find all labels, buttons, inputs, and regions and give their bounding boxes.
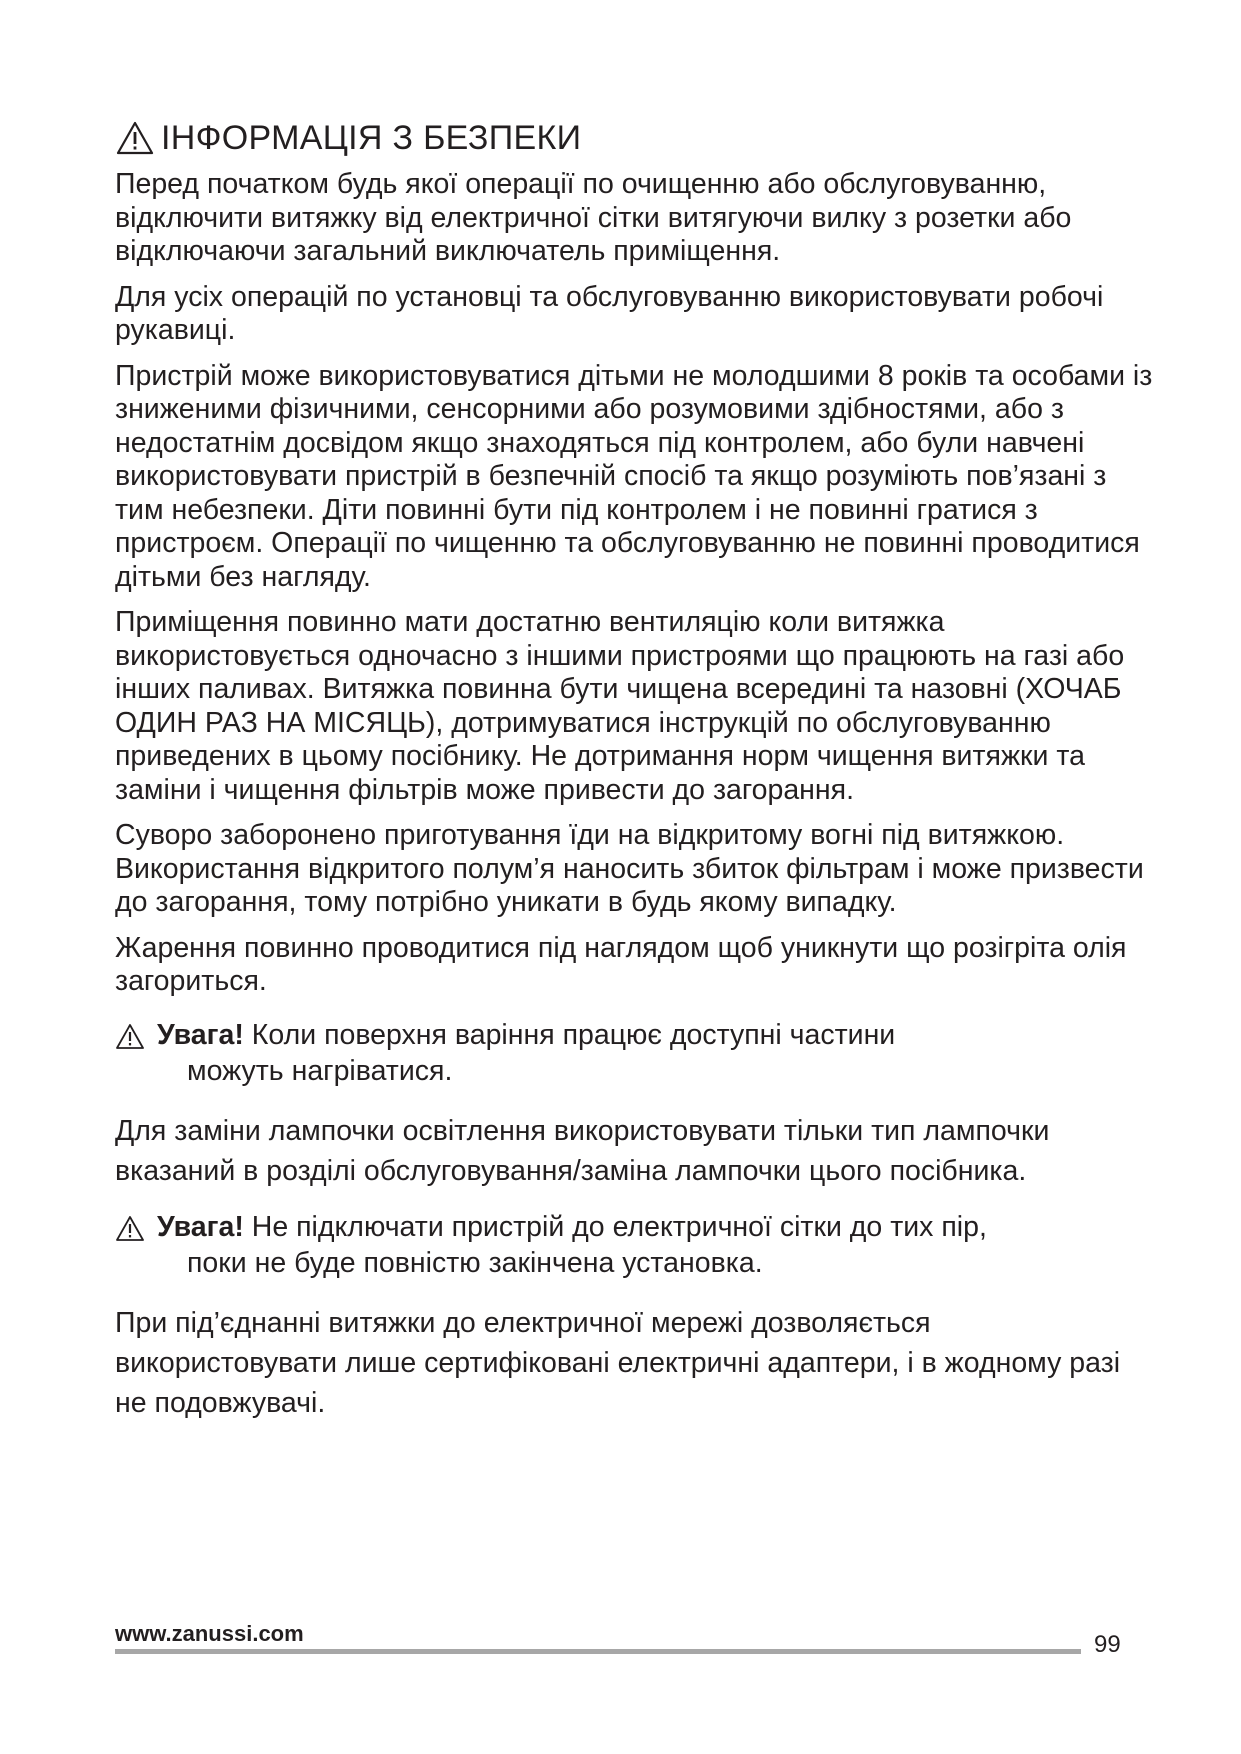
warning-label: Увага! xyxy=(157,1018,244,1051)
paragraph-lamp: Для заміни лампочки освітлення використовувати тільки тип лампочки вказаний в розділі обслуговування/заміна лампочки цього посібника. xyxy=(115,1114,1050,1187)
paragraph-ventilation: Приміщення повинно мати достатню вентиляцію коли витяжка використовується одночасно з іншими пристроями що працюють на газі або інших паливах. Витяжка повинна бути чищена всередині та назовні (ХОЧАБ ОДИН РАЗ НА МІСЯЦЬ), дотримуватися інструкцій по обслуговуванню приведених в цьому посібнику. Не дотримання норм чищення витяжки та заміни і чищення фільтрів може привести до загорання. xyxy=(115,606,1125,806)
warning-text-continued: можуть нагріватися. xyxy=(187,1054,453,1087)
paragraph-adapters: При під’єднанні витяжки до електричної мережі дозволяється використовувати лише сертифіковані електричні адаптери, і в жодному разі не подовжувачі. xyxy=(115,1306,1121,1419)
warning-text-continued: поки не буде повністю закінчена установка. xyxy=(187,1246,763,1279)
warning-triangle-icon xyxy=(115,120,155,156)
warning-hot-parts xyxy=(115,1017,1155,1089)
section-heading xyxy=(115,118,1155,158)
warning-triangle-icon xyxy=(115,1023,145,1050)
paragraph-frying: Жарення повинно проводитися під наглядом щоб уникнути що розігріта олія загориться. xyxy=(115,931,1127,997)
footer-divider xyxy=(115,1649,1081,1654)
page-number: 99 xyxy=(1094,1631,1121,1658)
page-title: ІНФОРМАЦІЯ З БЕЗПЕКИ xyxy=(161,119,582,157)
warning-triangle-icon xyxy=(115,1215,145,1242)
paragraph-gloves: Для усіх операцій по установці та обслуговуванню використовувати робочі рукавиці. xyxy=(115,280,1104,346)
paragraph-disconnect: Перед початком будь якої операції по очищенню або обслуговуванню, відключити витяжку від електричної сітки витягуючи вилку з розетки або відключаючи загальний виключатель приміщення. xyxy=(115,168,1072,267)
warning-connection xyxy=(115,1209,1155,1281)
paragraph-open-flame: Суворо заборонено приготування їди на відкритому вогні під витяжкою. Використання відкритого полум’я наносить збиток фільтрам і може призвести до загорання, тому потрібно уникати в будь якому випадку. xyxy=(115,819,1144,918)
paragraph-children: Пристрій може використовуватися дітьми не молодшими 8 років та особами із зниженими фізичними, сенсорними або розумовими здібностями, або з недостатнім досвідом якщо знаходяться під контролем, або були навчені використовувати пристрій в безпечній спосіб та якщо розуміють пов’язані з тим небезпеки. Діти повинні бути під контролем і не повинні гратися з пристроєм. Операції по чищенню та обслуговуванню не повинні проводитися дітьми без нагляду. xyxy=(115,359,1153,593)
warning-label: Увага! xyxy=(157,1210,244,1243)
footer-website-link[interactable]: www.zanussi.com xyxy=(115,1621,304,1646)
warning-text: Коли поверхня варіння працює доступні частини xyxy=(243,1018,896,1051)
warning-text: Не підключати пристрій до електричної сітки до тих пір, xyxy=(243,1210,987,1243)
safety-information-section xyxy=(115,118,1155,1435)
